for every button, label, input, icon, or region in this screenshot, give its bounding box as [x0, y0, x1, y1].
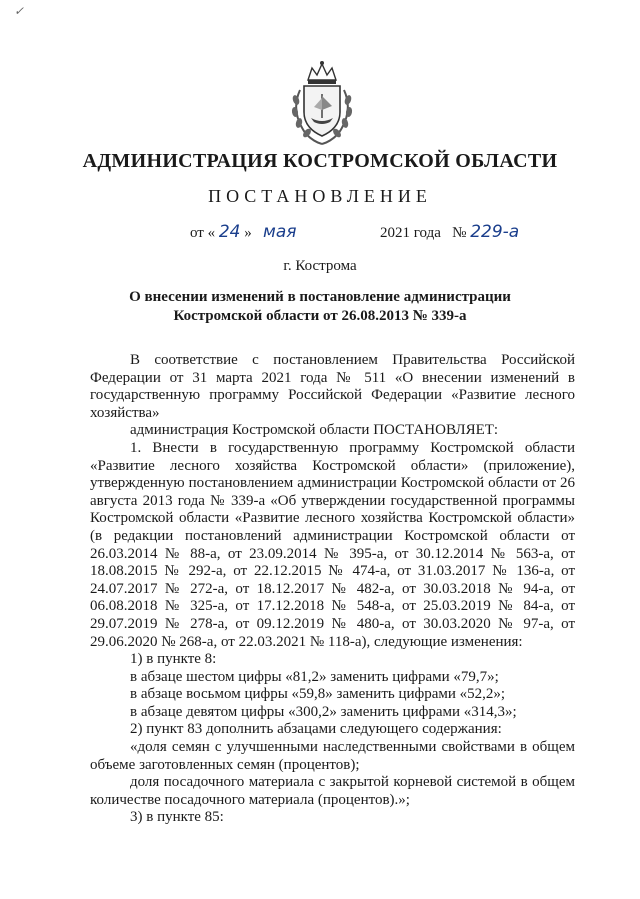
organization-title: АДМИНИСТРАЦИЯ КОСТРОМСКОЙ ОБЛАСТИ: [82, 150, 558, 172]
date-line: [190, 222, 296, 242]
paragraph-subitem-1: 1) в пункте 8:: [130, 651, 217, 668]
paragraph-subitem-2: 2) пункт 83 дополнить абзацами следующего содержания:: [130, 721, 502, 738]
paragraph-resolves: администрация Костромской области ПОСТАНОВЛЯЕТ:: [130, 422, 499, 439]
date-month-handwritten: мая: [263, 222, 297, 242]
paragraph-preamble: В соответствие с постановлением Правительства Российской Федерации от 31 марта 2021 года № 511 «О внесении изменений в государственную программу Российской Федерации «Развитие лесного хозяйства»: [90, 352, 575, 421]
paragraph-change-1: в абзаце шестом цифры «81,2» заменить цифрами «79,7»;: [130, 668, 499, 685]
subject-line-2: Костромской области от 26.08.2013 № 339-а: [173, 308, 467, 324]
date-prefix: от «: [190, 225, 216, 241]
date-close-quote: »: [244, 225, 252, 241]
document-subject: [90, 288, 550, 326]
number-sign: №: [452, 225, 467, 241]
subject-line-1: О внесении изменений в постановление администрации: [129, 289, 511, 305]
paragraph-item-1: 1. Внести в государственную программу Костромской области «Развитие лесного хозяйства Костромской области» (приложение), утвержденную постановлением администрации Костромской области от 26 августа 2013 года № 339-а «Об утверждении государственной программы Костромской области «Развитие лесного хозяйства Костромской области» (в редакции постановлений администрации Костромской области от 26.03.2014 № 88-а, от 23.09.2014 № 395-а, от 30.12.2014 № 563-а, от 18.08.2015 № 292-а, от 22.12.2015 № 474-а, от 31.03.2017 № 136-а, от 24.07.2017 № 272-а, от 18.12.2017 № 482-а, от 30.03.2018 № 94-а, от 06.08.2018 № 325-а, от 17.12.2018 № 548-а, от 25.03.2019 № 84-а, от 29.07.2019 № 278-а, от 09.12.2019 № 480-а, от 30.03.2020 № 97-а, от 29.06.2020 № 268-а, от 22.03.2021 № 118-а), следующие изменения:: [90, 439, 575, 650]
paragraph-subitem-3: 3) в пункте 85:: [130, 809, 224, 826]
paragraph-addition-1: «доля семян с улучшенными наследственными свойствами в общем объеме заготовленных семян (процентов);: [90, 739, 575, 773]
date-day-handwritten: 24: [218, 222, 241, 242]
document-body: [90, 352, 575, 827]
document-number-handwritten: 229-а: [470, 222, 520, 242]
paragraph-addition-2: доля посадочного материала с закрытой корневой системой в общем количестве посадочного материала (процентов).»;: [90, 774, 575, 808]
paragraph-change-3: в абзаце девятом цифры «300,2» заменить цифрами «314,3»;: [130, 703, 517, 720]
coat-of-arms-emblem: [284, 60, 360, 146]
corner-mark: ✓: [14, 4, 25, 18]
date-year: 2021 года: [380, 225, 441, 241]
paragraph-change-2: в абзаце восьмом цифры «59,8» заменить цифрами «52,2»;: [130, 686, 506, 703]
document-number-line: [380, 222, 519, 242]
document-type: ПОСТАНОВЛЕНИЕ: [208, 186, 432, 206]
city: г. Кострома: [283, 258, 357, 274]
